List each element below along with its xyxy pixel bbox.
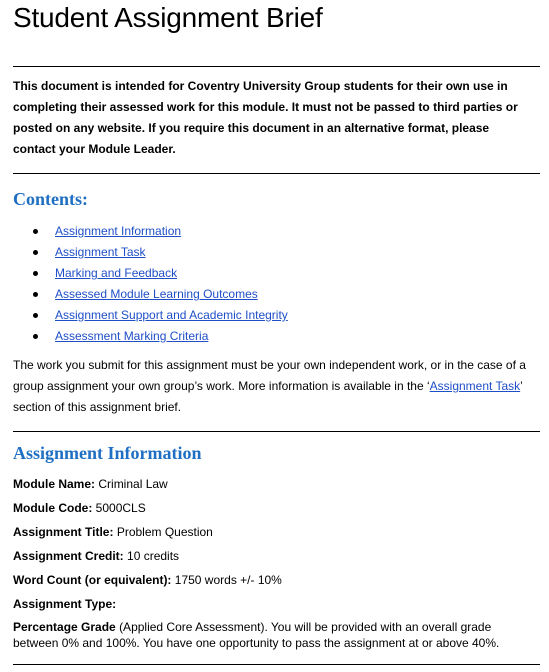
grade-text: (Applied Core Assessment). You will be provided with an overall grade between 0% and 100%. You have one opportunity to pass the assignment at or above 40%. [13, 620, 500, 650]
word-count-value: 1750 words +/- 10% [174, 573, 282, 587]
list-item [13, 305, 288, 326]
contents-link-assignment-task[interactable]: Assignment Task [55, 245, 146, 259]
divider [13, 173, 540, 174]
module-code-label: Module Code: [13, 501, 93, 515]
grade-description [13, 619, 535, 651]
bullet-icon [33, 313, 38, 318]
contents-heading: Contents: [13, 189, 88, 209]
grade-label: Percentage Grade [13, 620, 116, 634]
divider [13, 664, 540, 665]
assignment-credit-label: Assignment Credit: [13, 549, 124, 563]
bullet-icon [33, 334, 38, 339]
contents-link-learning-outcomes[interactable]: Assessed Module Learning Outcomes [55, 287, 258, 301]
word-count-row [13, 571, 540, 595]
usage-notice: This document is intended for Coventry University Group students for their own use in completing their assessed work for this module. It must not be passed to third parties or posted on any website. If you require this document in an alternative format, please contact your Module Leader. [13, 79, 518, 156]
assignment-type-label: Assignment Type: [13, 597, 117, 611]
list-item [13, 242, 288, 263]
word-count-label: Word Count (or equivalent): [13, 573, 172, 587]
assignment-credit-row [13, 547, 540, 571]
contents-link-marking-and-feedback[interactable]: Marking and Feedback [55, 266, 178, 280]
contents-link-assignment-information[interactable]: Assignment Information [55, 224, 182, 238]
list-item [13, 326, 288, 347]
assignment-information-heading: Assignment Information [13, 443, 202, 463]
module-name-row [13, 475, 540, 499]
assignment-task-link[interactable]: Assignment Task [429, 379, 521, 393]
contents-list [13, 221, 288, 347]
list-item [13, 263, 288, 284]
list-item [13, 284, 288, 305]
bullet-icon [33, 292, 38, 297]
contents-link-support-and-integrity[interactable]: Assignment Support and Academic Integrity [55, 308, 288, 322]
own-work-paragraph [13, 355, 540, 418]
intro-text: The work you submit for this assignment must be your own independent work, or in the case of a group assignment your own group’s work. More information is available in the ‘ [13, 358, 526, 393]
assignment-title-row [13, 523, 540, 547]
assignment-title-value: Problem Question [116, 525, 213, 539]
contents-link-marking-criteria[interactable]: Assessment Marking Criteria [55, 329, 209, 343]
divider [13, 431, 540, 432]
module-name-label: Module Name: [13, 477, 96, 491]
divider [13, 66, 540, 67]
assignment-type-row [13, 595, 540, 619]
bullet-icon [33, 271, 38, 276]
intro-text-end: ’ section of this assignment brief. [13, 379, 523, 414]
bullet-icon [33, 229, 38, 234]
assignment-details [13, 475, 540, 651]
bullet-icon [33, 250, 38, 255]
module-name-value: Criminal Law [98, 477, 168, 491]
assignment-credit-value: 10 credits [127, 549, 180, 563]
assignment-title-label: Assignment Title: [13, 525, 114, 539]
list-item [13, 221, 288, 242]
document-title: Student Assignment Brief [13, 2, 323, 33]
module-code-value: 5000CLS [95, 501, 146, 515]
module-code-row [13, 499, 540, 523]
